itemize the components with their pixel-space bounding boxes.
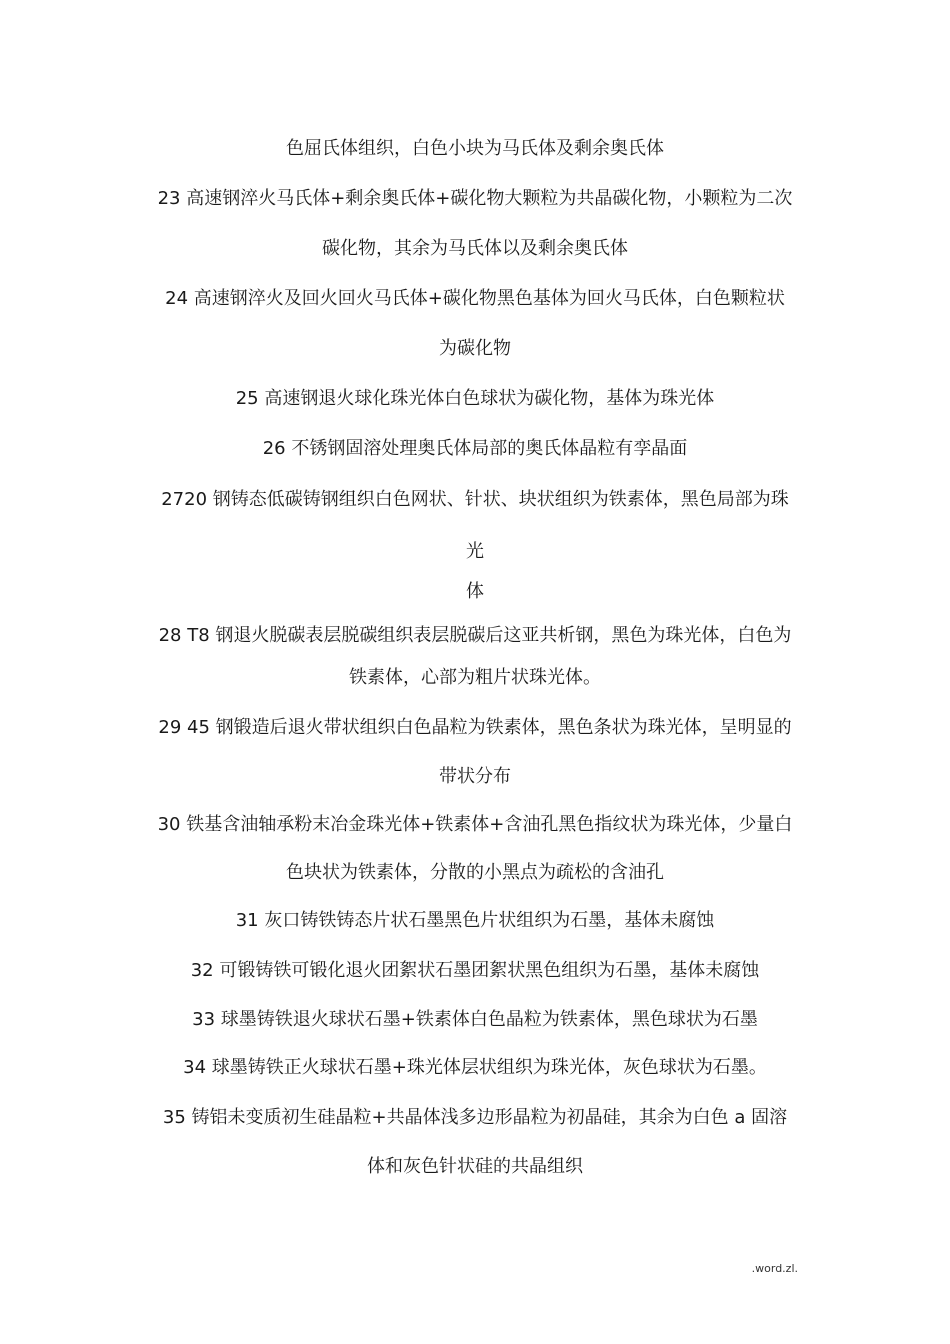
text-line: 铁素体，心部为粗片状珠光体。 <box>349 667 601 688</box>
text-line: 31 灰口铸铁铸态片状石墨黑色片状组织为石墨，基体未腐蚀 <box>235 910 715 931</box>
text-line: 24 高速钢淬火及回火回火马氏体+碳化物黑色基体为回火马氏体，白色颗粒状 <box>165 288 785 309</box>
text-line: 光 <box>466 541 484 562</box>
text-line: 色块状为铁素体，分散的小黑点为疏松的含油孔 <box>286 862 664 883</box>
text-line: 28 T8 钢退火脱碳表层脱碳组织表层脱碳后这亚共析钢，黑色为珠光体，白色为 <box>158 625 792 646</box>
text-line: 35 铸铝未变质初生硅晶粒+共晶体浅多边形晶粒为初晶硅，其余为白色 a 固溶 <box>162 1107 788 1128</box>
text-line: 32 可锻铸铁可锻化退火团絮状石墨团絮状黑色组织为石墨，基体未腐蚀 <box>190 960 760 981</box>
text-line: 为碳化物 <box>439 338 511 359</box>
text-line: 体和灰色针状硅的共晶组织 <box>367 1156 583 1177</box>
text-line: 26 不锈钢固溶处理奥氏体局部的奥氏体晶粒有孪晶面 <box>262 438 688 459</box>
page-footer: .word.zl. <box>751 1262 798 1275</box>
text-line: 34 球墨铸铁正火球状石墨+珠光体层状组织为珠光体，灰色球状为石墨。 <box>183 1057 767 1078</box>
text-line: 30 铁基含油轴承粉末冶金珠光体+铁素体+含油孔黑色指纹状为珠光体，少量白 <box>157 814 793 835</box>
text-line: 23 高速钢淬火马氏体+剩余奥氏体+碳化物大颗粒为共晶碳化物，小颗粒为二次 <box>157 188 793 209</box>
text-line: 33 球墨铸铁退火球状石墨+铁素体白色晶粒为铁素体，黑色球状为石墨 <box>192 1009 758 1030</box>
text-line: 2720 钢铸态低碳铸钢组织白色网状、针状、块状组织为铁素体，黑色局部为珠 <box>161 489 789 510</box>
text-line: 29 45 钢锻造后退火带状组织白色晶粒为铁素体，黑色条状为珠光体，呈明显的 <box>158 717 792 738</box>
text-line: 碳化物，其余为马氏体以及剩余奥氏体 <box>322 238 628 259</box>
text-line: 25 高速钢退火球化珠光体白色球状为碳化物，基体为珠光体 <box>235 388 715 409</box>
text-line: 带状分布 <box>439 766 511 787</box>
text-line: 色屈氏体组织，白色小块为马氏体及剩余奥氏体 <box>286 138 664 159</box>
text-line: 体 <box>466 581 484 602</box>
